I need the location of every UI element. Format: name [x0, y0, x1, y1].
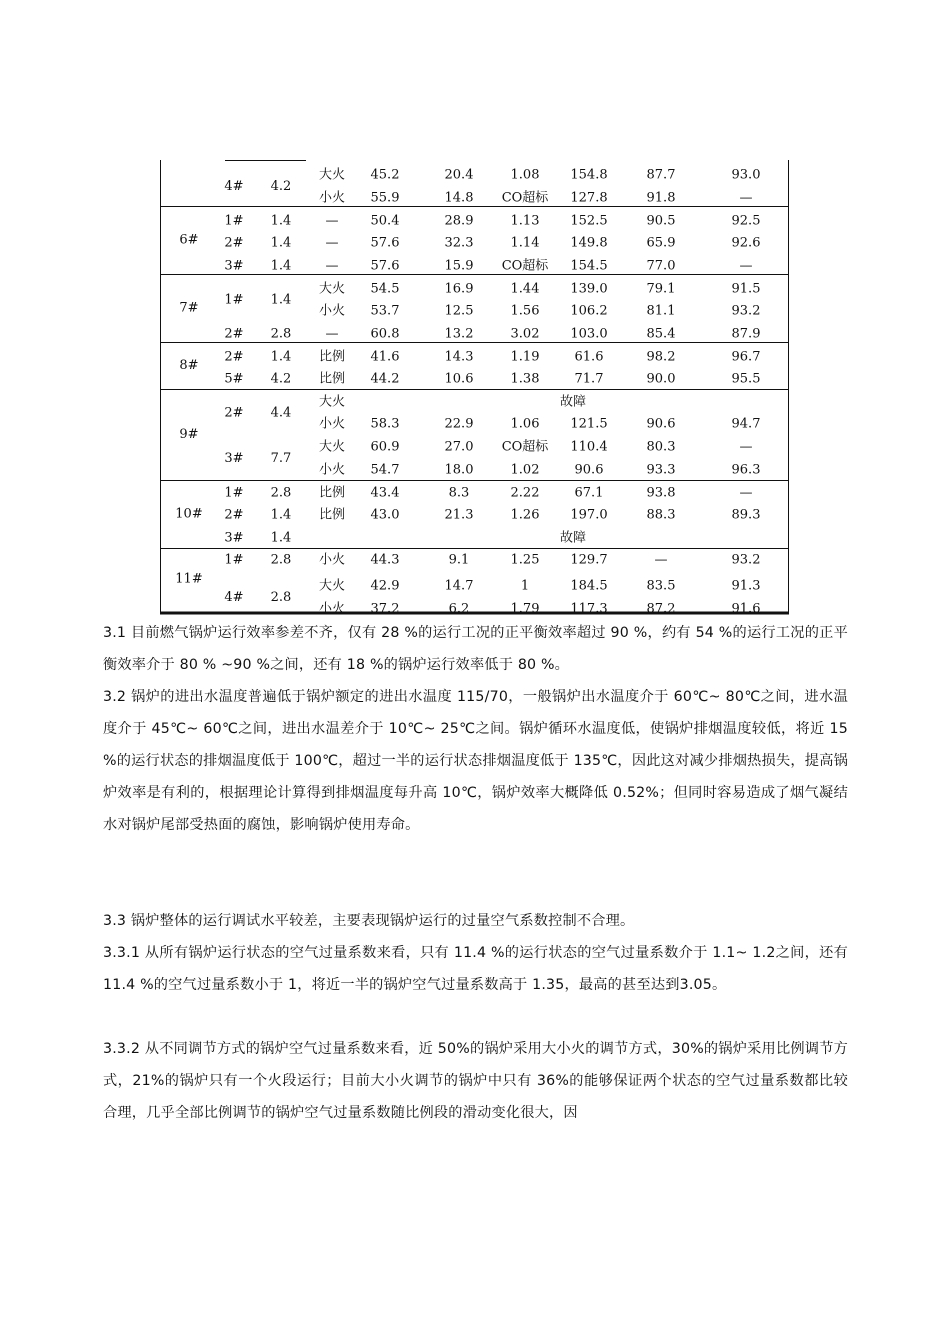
boiler-number-cell: 3#	[224, 258, 244, 274]
capacity-cell: 2.8	[270, 326, 292, 342]
data-cell: 1.38	[510, 371, 540, 387]
data-cell: 197.0	[570, 507, 608, 523]
data-cell: 55.9	[370, 190, 400, 206]
fault-cell: 故障	[559, 530, 587, 546]
data-cell: CO超标	[501, 258, 549, 274]
data-cell: 129.7	[570, 552, 608, 568]
capacity-cell: 1.4	[270, 349, 292, 365]
data-cell: 91.3	[731, 578, 761, 594]
boiler-number-cell: 5#	[224, 371, 244, 387]
data-cell: 88.3	[646, 507, 676, 523]
group-id-cell: 11#	[175, 571, 203, 587]
mode-cell: —	[325, 235, 339, 251]
group-id-cell: 10#	[175, 506, 203, 522]
capacity-cell: 4.2	[270, 371, 292, 387]
data-cell: 43.0	[370, 507, 400, 523]
data-cell: 14.3	[444, 349, 474, 365]
data-cell: 93.0	[731, 167, 761, 183]
paragraph-3-3-2: 3.3.2 从不同调节方式的锅炉空气过量系数来看，近 50%的锅炉采用大小火的调节方式，30%的锅炉采用比例调节方式，21%的锅炉只有一个火段运行；目前大小火调节的锅炉中只有 36%的能够保证两个状态的空气过量系数都比较合理，几乎全部比例调节的锅炉空气过量系数随比例段的滑动变化很大，因	[103, 1041, 848, 1121]
mode-cell: 小火	[318, 462, 346, 478]
data-cell: 27.0	[444, 439, 474, 455]
data-cell: 61.6	[574, 349, 604, 365]
data-cell: 96.3	[731, 462, 761, 478]
data-cell: 37.2	[370, 601, 400, 617]
boiler-data-table	[160, 160, 789, 617]
mode-cell: 大火	[318, 439, 346, 455]
mode-cell: 比例	[318, 507, 346, 523]
data-cell: 90.6	[646, 416, 676, 432]
data-cell: 21.3	[444, 507, 474, 523]
data-cell: 92.5	[731, 213, 761, 229]
data-cell: 85.4	[646, 326, 676, 342]
data-cell: 96.7	[731, 349, 761, 365]
data-cell: 91.8	[646, 190, 676, 206]
data-cell: 1.14	[510, 235, 540, 251]
data-cell: 110.4	[570, 439, 608, 455]
mode-cell: 大火	[318, 578, 346, 594]
data-cell: 94.7	[731, 416, 761, 432]
data-cell: 98.2	[646, 349, 676, 365]
capacity-cell: 2.8	[270, 590, 292, 605]
data-cell: 3.02	[510, 326, 540, 342]
data-cell: 41.6	[370, 349, 400, 365]
boiler-number-cell: 4#	[224, 590, 244, 605]
boiler-number-cell: 2#	[224, 349, 244, 365]
data-cell: 83.5	[646, 578, 676, 594]
data-cell: 91.6	[731, 601, 761, 617]
mode-cell: 比例	[318, 349, 346, 365]
capacity-cell: 1.4	[270, 258, 292, 274]
data-cell: 15.9	[444, 258, 474, 274]
data-cell: 58.3	[370, 416, 400, 432]
mode-cell: 小火	[318, 416, 346, 432]
data-cell: 79.1	[646, 281, 676, 297]
data-cell: 1.25	[510, 552, 540, 568]
data-cell: 42.9	[370, 578, 400, 594]
data-cell: 53.7	[370, 303, 400, 319]
boiler-data-table-svg	[160, 160, 789, 617]
data-cell: 87.9	[731, 326, 761, 342]
data-cell: 22.9	[444, 416, 474, 432]
mode-cell: 比例	[318, 485, 346, 501]
data-cell: 14.7	[444, 578, 474, 594]
capacity-cell: 4.2	[270, 179, 292, 194]
boiler-number-cell: 1#	[224, 213, 244, 229]
data-cell: 89.3	[731, 507, 761, 523]
data-cell: 152.5	[570, 213, 608, 229]
boiler-number-cell: 3#	[224, 451, 244, 466]
capacity-cell: 2.8	[270, 485, 292, 501]
data-cell: 103.0	[570, 326, 608, 342]
data-cell: 1	[520, 578, 530, 594]
data-cell: 18.0	[444, 462, 474, 478]
boiler-number-cell: 4#	[224, 179, 244, 194]
data-cell: 81.1	[646, 303, 676, 319]
mode-cell: 小火	[318, 601, 346, 617]
data-cell: 71.7	[574, 371, 604, 387]
capacity-cell: 1.4	[270, 213, 292, 229]
data-cell: 8.3	[448, 485, 470, 501]
capacity-cell: 4.4	[270, 405, 292, 421]
mode-cell: 小火	[318, 552, 346, 568]
mode-cell: 小火	[318, 190, 346, 206]
data-cell: 60.8	[370, 326, 400, 342]
data-cell: 184.5	[570, 578, 608, 594]
data-cell: 106.2	[570, 303, 608, 319]
mode-cell: 大火	[318, 281, 346, 297]
capacity-cell: 1.4	[270, 507, 292, 523]
group-id-cell: 7#	[179, 300, 199, 316]
data-cell: 139.0	[570, 281, 608, 297]
boiler-number-cell: 1#	[224, 292, 244, 308]
data-cell: 91.5	[731, 281, 761, 297]
data-cell: 154.8	[570, 167, 608, 183]
mode-cell: 大火	[318, 394, 346, 410]
mode-cell: —	[325, 213, 339, 229]
group-id-cell: 8#	[179, 358, 199, 373]
capacity-cell: 2.8	[270, 552, 292, 568]
data-cell: 16.9	[444, 281, 474, 297]
data-cell: 45.2	[370, 167, 400, 183]
data-cell: 32.3	[444, 235, 474, 251]
data-cell: 20.4	[444, 167, 474, 183]
paragraph-3-3: 3.3 锅炉整体的运行调试水平较差，主要表现锅炉运行的过量空气系数控制不合理。	[103, 913, 635, 929]
data-cell: 50.4	[370, 213, 400, 229]
data-cell: CO超标	[501, 439, 549, 455]
data-cell: 90.0	[646, 371, 676, 387]
mode-cell: 比例	[318, 371, 346, 387]
data-cell: 1.56	[510, 303, 540, 319]
mode-cell: —	[325, 326, 339, 342]
group-id-cell: 9#	[179, 427, 199, 442]
data-cell: 9.1	[448, 552, 470, 568]
data-cell: 90.5	[646, 213, 676, 229]
data-cell: 87.7	[646, 167, 676, 183]
data-cell: 92.6	[731, 235, 761, 251]
data-cell: —	[739, 439, 753, 455]
data-cell: 1.02	[510, 462, 540, 478]
data-cell: 10.6	[444, 371, 474, 387]
paragraph-3-1: 3.1 目前燃气锅炉运行效率参差不齐，仅有 28 %的运行工况的正平衡效率超过 90 %，约有 54 %的运行工况的正平衡效率介于 80 % ~90 %之间，还有 18 %的锅炉运行效率低于 80 %。	[103, 625, 848, 673]
data-cell: 93.3	[646, 462, 676, 478]
paragraph-3-3-1: 3.3.1 从所有锅炉运行状态的空气过量系数来看，只有 11.4 %的运行状态的空气过量系数介于 1.1~ 1.2之间，还有 11.4 %的空气过量系数小于 1，将近一半的锅炉空气过量系数高于 1.35，最高的甚至达到3.05。	[103, 945, 848, 993]
mode-cell: 小火	[318, 303, 346, 319]
data-cell: 57.6	[370, 235, 400, 251]
boiler-number-cell: 2#	[224, 326, 244, 342]
data-cell: 2.22	[510, 485, 540, 501]
data-cell: 1.08	[510, 167, 540, 183]
data-cell: 54.7	[370, 462, 400, 478]
boiler-number-cell: 3#	[224, 530, 244, 546]
fault-cell: 故障	[559, 394, 587, 410]
data-cell: 127.8	[570, 190, 608, 206]
data-cell: 1.13	[510, 213, 540, 229]
data-cell: 65.9	[646, 235, 676, 251]
paragraph-3-2: 3.2 锅炉的进出水温度普遍低于锅炉额定的进出水温度 115/70，一般锅炉出水温度介于 60℃~ 80℃之间，进水温度介于 45℃~ 60℃之间，进出水温差介于 10℃~ 25℃之间。锅炉循环水温度低，使锅炉排烟温度较低，将近 15 %的运行状态的排烟温度低于 100℃，超过一半的运行状态排烟温度低于 135℃，因此这对减少排烟热损失，提高锅炉效率是有利的，根据理论计算得到排烟温度每升高 10℃，锅炉效率大概降低 0.52%；但同时容易造成了烟气凝结水对锅炉尾部受热面的腐蚀，影响锅炉使用寿命。	[103, 689, 848, 833]
data-cell: 149.8	[570, 235, 608, 251]
capacity-cell: 1.4	[270, 530, 292, 546]
data-cell: 121.5	[570, 416, 608, 432]
data-cell: 6.2	[448, 601, 470, 617]
data-cell: 43.4	[370, 485, 400, 501]
data-cell: 80.3	[646, 439, 676, 455]
data-cell: 28.9	[444, 213, 474, 229]
data-cell: 1.44	[510, 281, 540, 297]
data-cell: 90.6	[574, 462, 604, 478]
data-cell: 67.1	[574, 485, 604, 501]
data-cell: —	[739, 485, 753, 501]
data-cell: 95.5	[731, 371, 761, 387]
data-cell: 1.26	[510, 507, 540, 523]
data-cell: 44.2	[370, 371, 400, 387]
capacity-cell: 7.7	[270, 451, 292, 466]
data-cell: 87.2	[646, 601, 676, 617]
data-cell: 93.2	[731, 303, 761, 319]
data-cell: 93.8	[646, 485, 676, 501]
mode-cell: —	[325, 258, 339, 274]
data-cell: 93.2	[731, 552, 761, 568]
data-cell: 14.8	[444, 190, 474, 206]
data-cell: —	[739, 190, 753, 206]
data-cell: —	[654, 552, 668, 568]
data-cell: CO超标	[501, 190, 549, 206]
data-cell: 13.2	[444, 326, 474, 342]
boiler-number-cell: 1#	[224, 552, 244, 568]
boiler-number-cell: 2#	[224, 235, 244, 251]
data-cell: 12.5	[444, 303, 474, 319]
data-cell: 1.19	[510, 349, 540, 365]
data-cell: —	[739, 258, 753, 274]
capacity-cell: 1.4	[270, 292, 292, 308]
data-cell: 1.79	[510, 601, 540, 617]
data-cell: 1.06	[510, 416, 540, 432]
data-cell: 57.6	[370, 258, 400, 274]
data-cell: 117.3	[570, 601, 608, 617]
mode-cell: 大火	[318, 167, 346, 183]
data-cell: 60.9	[370, 439, 400, 455]
capacity-cell: 1.4	[270, 235, 292, 251]
group-id-cell: 6#	[179, 232, 199, 248]
data-cell: 54.5	[370, 281, 400, 297]
data-cell: 154.5	[570, 258, 608, 274]
boiler-number-cell: 1#	[224, 485, 244, 501]
boiler-number-cell: 2#	[224, 405, 244, 421]
data-cell: 77.0	[646, 258, 676, 274]
data-cell: 44.3	[370, 552, 400, 568]
boiler-number-cell: 2#	[224, 507, 244, 523]
